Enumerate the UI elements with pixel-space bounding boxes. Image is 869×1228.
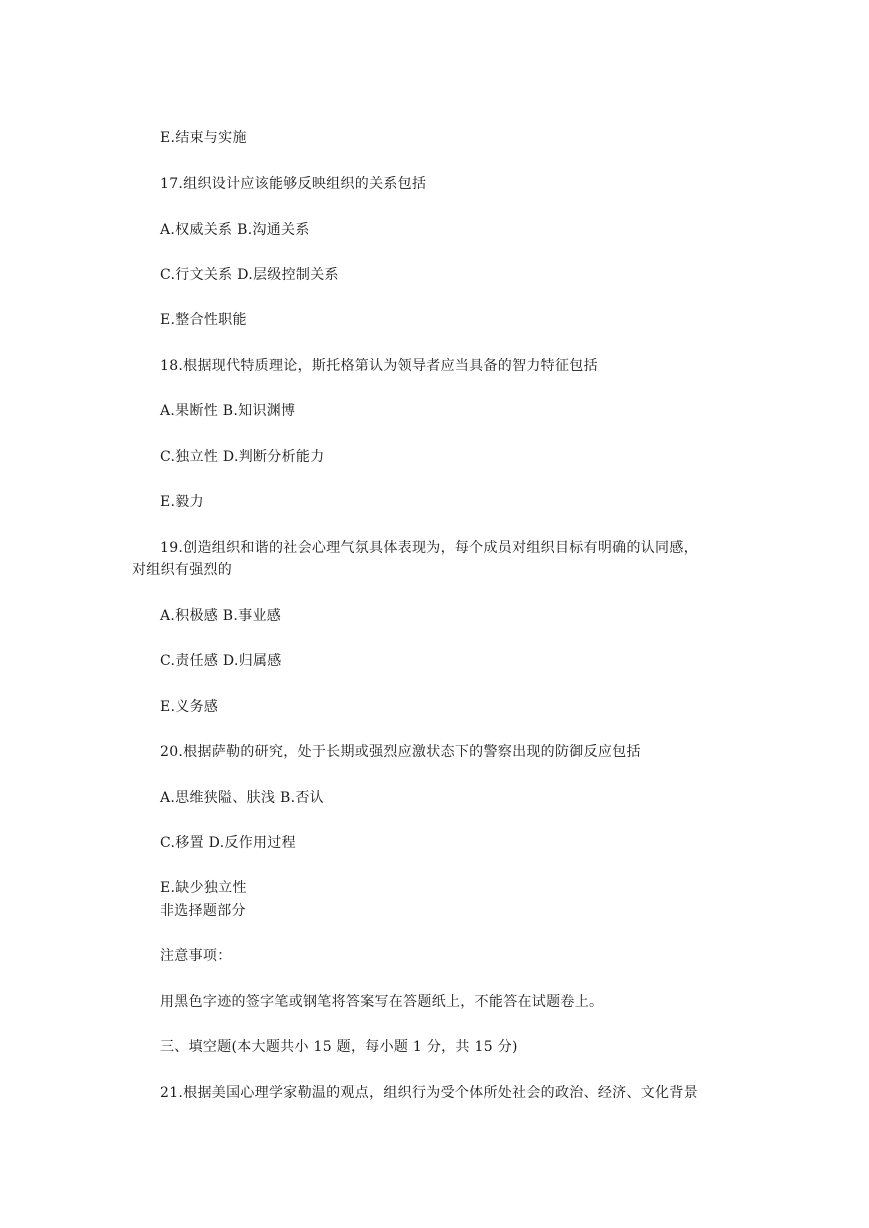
section-heading-non-choice: 非选择题部分 bbox=[160, 903, 246, 919]
options-19-cd: C.责任感 D.归属感 bbox=[160, 653, 282, 669]
question-18: 18.根据现代特质理论，斯托格第认为领导者应当具备的智力特征包括 bbox=[160, 358, 598, 374]
notice-text: 用黑色字迹的签字笔或钢笔将答案写在答题纸上，不能答在试题卷上。 bbox=[160, 994, 604, 1010]
option-17e: E.整合性职能 bbox=[160, 312, 247, 328]
option-18e: E.毅力 bbox=[160, 494, 204, 510]
options-18-cd: C.独立性 D.判断分析能力 bbox=[160, 449, 325, 465]
option-20e: E.缺少独立性 bbox=[160, 880, 247, 896]
options-17-cd: C.行文关系 D.层级控制关系 bbox=[160, 267, 339, 283]
options-20-cd: C.移置 D.反作用过程 bbox=[160, 835, 296, 851]
question-20: 20.根据萨勒的研究，处于长期或强烈应激状态下的警察出现的防御反应包括 bbox=[160, 744, 641, 760]
options-17-ab: A.权威关系 B.沟通关系 bbox=[160, 222, 310, 238]
options-18-ab: A.果断性 B.知识渊博 bbox=[160, 403, 296, 419]
section-heading-fill-blank: 三、填空题(本大题共小 15 题，每小题 1 分，共 15 分) bbox=[160, 1039, 518, 1055]
options-20-ab: A.思维狭隘、肤浅 B.否认 bbox=[160, 790, 324, 806]
option-16e: E.结束与实施 bbox=[160, 130, 247, 146]
question-21: 21.根据美国心理学家勒温的观点，组织行为受个体所处社会的政治、经济、文化背景 bbox=[160, 1085, 698, 1101]
question-17: 17.组织设计应该能够反映组织的关系包括 bbox=[160, 176, 427, 192]
option-19e: E.义务感 bbox=[160, 699, 219, 715]
question-19-continued: 对组织有强烈的 bbox=[132, 562, 233, 578]
question-19: 19.创造组织和谐的社会心理气氛具体表现为，每个成员对组织目标有明确的认同感， bbox=[160, 540, 698, 556]
notice-heading: 注意事项： bbox=[160, 948, 232, 964]
options-19-ab: A.积极感 B.事业感 bbox=[160, 608, 282, 624]
